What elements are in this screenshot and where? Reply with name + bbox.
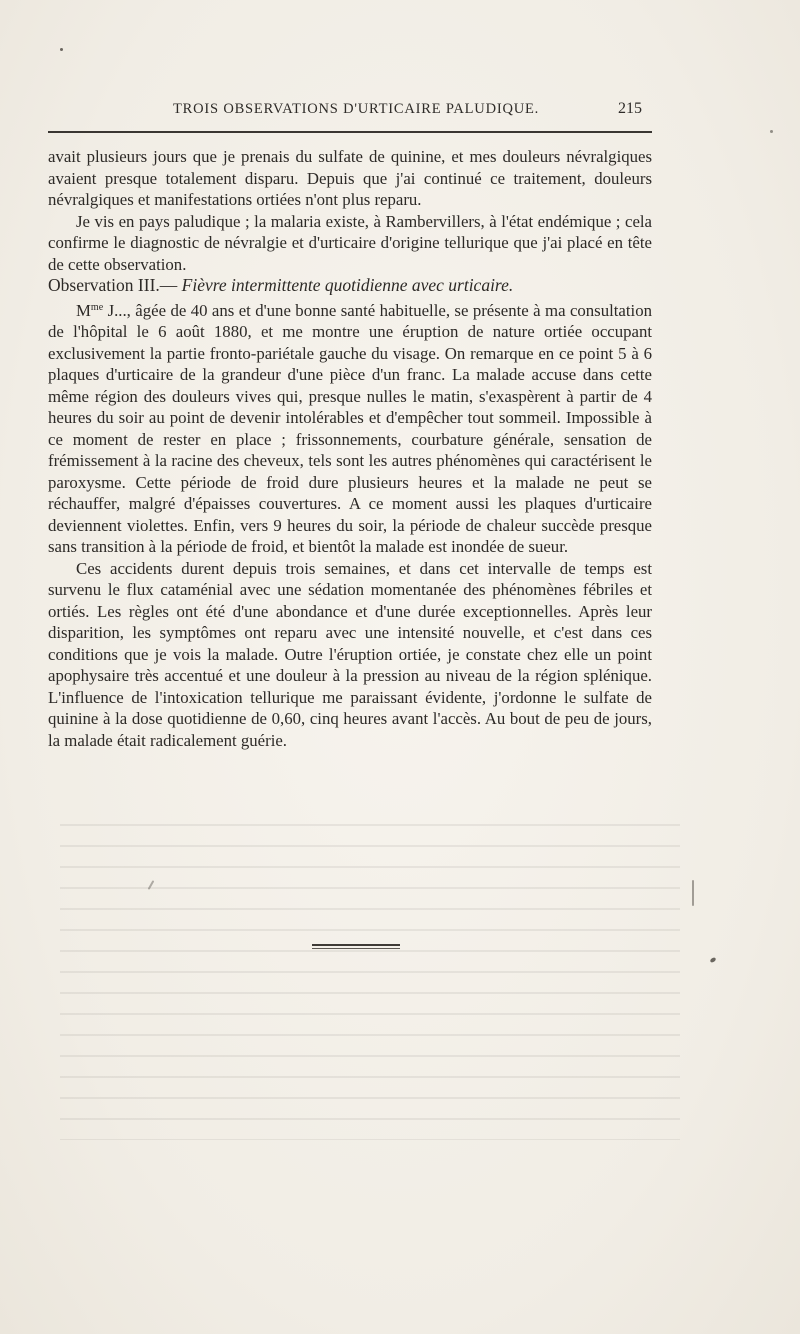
- paragraph-3-text: J..., âgée de 40 ans et d'une bonne santé habituelle, se présente à ma consultation de l'hôpital le 6 août 1880, et me montre une éruption de nature ortiée occupant exclusivement la partie fronto-pariétale gauche du visage. On remarque en ce point 5 à 6 plaques d'urticaire de la grandeur d'une pièce d'un franc. La malade accuse dans cette même région des douleurs vives qui, presque nulles le matin, s'exaspèrent à partir de 4 heures du soir au point de devenir intolérables et d'empêcher tout sommeil. Impossible à ce moment de rester en place ; frissonnements, courbature générale, sensation de frémissement à la racine des cheveux, tels sont les autres phénomènes qui caractérisent le paroxysme. Cette période de froid dure plusieurs heures et la malade ne peut se réchauffer, malgré d'épaisses couvertures. A ce moment aussi les plaques d'urticaire deviennent violettes. Enfin, vers 9 heures du soir, la période de chaleur succède presque sans transition à la période de froid, et bientôt la malade est inondée de sueur.: [48, 300, 652, 556]
- observation-heading-prefix: Observation III.—: [48, 275, 182, 295]
- paragraph-2: Je vis en pays paludique ; la malaria existe, à Rambervillers, à l'état endémique ; cela confirme le diagnostic de névralgie et d'urticaire d'origine tellurique que j'ai placé en tête de cette observation.: [48, 211, 652, 274]
- end-rule-thin: [312, 948, 400, 949]
- body-text: [48, 146, 652, 751]
- page-number: 215: [618, 100, 642, 117]
- bleed-through-texture: [60, 810, 680, 1140]
- running-title: TROIS OBSERVATIONS D'URTICAIRE PALUDIQUE.: [173, 101, 540, 117]
- page-header: [48, 101, 648, 123]
- madame-abbrev: M: [76, 300, 91, 320]
- paper-speck: [692, 880, 694, 906]
- paper-speck: [770, 130, 773, 133]
- paragraph-3: [48, 297, 652, 558]
- observation-heading: [48, 275, 652, 297]
- paragraph-1: avait plusieurs jours que je prenais du sulfate de quinine, et mes douleurs névralgiques avaient presque totalement disparu. Depuis que j'ai continué ce traitement, douleurs névralgiques et manifestations ortiées n'ont plus reparu.: [48, 147, 652, 209]
- madame-abbrev-sup: me: [90, 301, 104, 313]
- paper-speck: [60, 48, 63, 51]
- observation-heading-title: Fièvre intermittente quotidienne avec urticaire.: [181, 275, 514, 295]
- paper-speck: [709, 957, 716, 964]
- end-rule: [312, 944, 400, 946]
- header-rule: [48, 131, 652, 133]
- paragraph-4: Ces accidents durent depuis trois semaines, et dans cet intervalle de temps est survenu le flux cataménial avec une sédation momentanée des phénomènes fébriles et ortiés. Les règles ont été d'une abondance et d'une durée exceptionnelles. Après leur disparition, les symptômes ont reparu avec une intensité nouvelle, et c'est dans ces conditions que je vois la malade. Outre l'éruption ortiée, je constate chez elle un point apophysaire très accentué et une douleur à la pression au niveau de la région splénique. L'influence de l'intoxication tellurique me paraissant évidente, j'ordonne le sulfate de quinine à la dose quotidienne de 0,60, cinq heures avant l'accès. Au bout de peu de jours, la malade était radicalement guérie.: [48, 558, 652, 750]
